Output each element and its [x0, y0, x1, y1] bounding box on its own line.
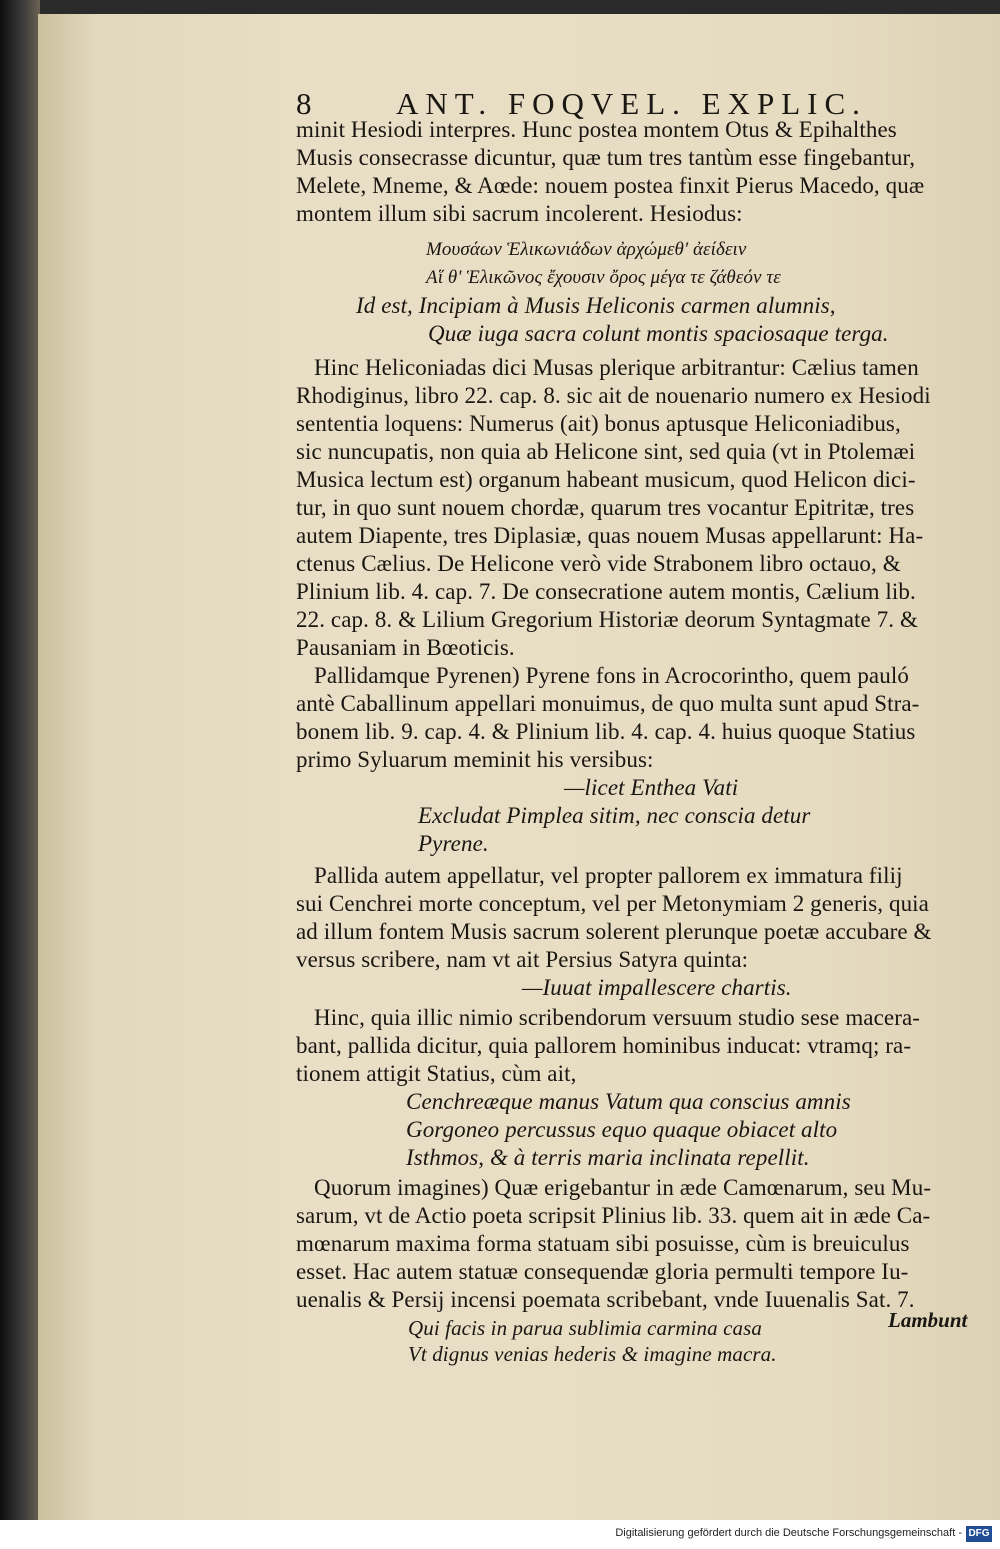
text-line: bant, pallida dicitur, quia pallorem hominibus inducat: vtramq; ra-: [296, 1033, 912, 1058]
text-line: Pausaniam in Bœoticis.: [296, 635, 515, 660]
text-line: antè Caballinum appellari monuimus, de quo multa sunt apud Stra-: [296, 691, 920, 716]
running-title: ANT. FOQVEL. EXPLIC.: [396, 86, 867, 121]
text-line: sarum, vt de Actio poeta scripsit Plinius lib. 33. quem ait in æde Ca-: [296, 1203, 931, 1228]
text-line: Melete, Mneme, & Aœde: nouem postea finxit Pierus Macedo, quæ: [296, 173, 925, 198]
text-line: bonem lib. 9. cap. 4. & Plinium lib. 4. cap. 4. huius quoque Statius: [296, 719, 916, 744]
verse-line: —Iuuat impallescere chartis.: [522, 975, 792, 1000]
verse-line: —licet Enthea Vati: [564, 775, 739, 800]
verse-line: Cenchreæque manus Vatum qua conscius amnis: [406, 1089, 851, 1114]
verse-line: Id est, Incipiam à Musis Heliconis carmen alumnis,: [356, 293, 836, 318]
greek-verse-line: Μουσάων Ἑλικωνιάδων ἀρχώμεθ' ἀείδειν: [426, 239, 747, 260]
text-line: ad illum fontem Musis sacrum solerent plerunque poetæ accubare &: [296, 919, 932, 944]
text-line: Rhodiginus, libro 22. cap. 8. sic ait de nouenario numero ex Hesiodi: [296, 383, 931, 408]
text-line: Plinium lib. 4. cap. 7. De consecratione autem montis, Cælium lib.: [296, 579, 916, 604]
text-line: ctenus Cælius. De Helicone verò vide Strabonem libro octauo, &: [296, 551, 901, 576]
page-number: 8: [296, 86, 312, 121]
text-line: Quorum imagines) Quæ erigebantur in æde Camœnarum, seu Mu-: [314, 1175, 932, 1200]
text-line: esset. Hac autem statuæ consequendæ gloria permulti tempore Iu-: [296, 1259, 909, 1284]
text-line: Pallida autem appellatur, vel propter pallorem ex immatura filij: [314, 863, 903, 888]
text-line: tur, in quo sunt nouem chordæ, quarum tres vocantur Epitritæ, tres: [296, 495, 915, 520]
text-line: Pallidamque Pyrenen) Pyrene fons in Acrocorintho, quem pauló: [314, 663, 909, 688]
text-line: sententia loquens: Numerus (ait) bonus aptusque Heliconiadibus,: [296, 411, 901, 436]
greek-verse-line: Αἵ θ' Ἑλικῶνος ἔχουσιν ὄρος μέγα τε ζάθεόν τε: [426, 267, 781, 288]
dfg-logo: DFG: [966, 1526, 992, 1542]
text-line: Hinc, quia illic nimio scribendorum versuum studio sese macera-: [314, 1005, 921, 1030]
text-line: sui Cenchrei morte conceptum, vel per Metonymiam 2 generis, quia: [296, 891, 929, 916]
text-line: minit Hesiodi interpres. Hunc postea montem Otus & Epihalthes: [296, 117, 897, 142]
text-line: Musica lectum est) organum habeant musicum, quod Helicon dici-: [296, 467, 916, 492]
text-line: mœnarum maxima forma statuam sibi posuisse, cùm is breuiculus: [296, 1231, 910, 1256]
text-line: sic nuncupatis, non quia ab Helicone sint, sed quia (vt in Ptolemæi: [296, 439, 916, 464]
verse-line: Vt dignus venias hederis & imagine macra.: [408, 1342, 777, 1366]
verse-line: Qui facis in parua sublimia carmina casa: [408, 1316, 762, 1340]
text-line: autem Diapente, tres Diplasiæ, quas nouem Musas appellarunt: Ha-: [296, 523, 924, 548]
text-line: 22. cap. 8. & Lilium Gregorium Historiæ deorum Syntagmate 7. &: [296, 607, 918, 632]
text-line: versus scribere, nam vt ait Persius Satyra quinta:: [296, 947, 749, 972]
text-line: tionem attigit Statius, cùm ait,: [296, 1061, 577, 1086]
text-line: montem illum sibi sacrum incolerent. Hesiodus:: [296, 201, 743, 226]
verse-line: Quæ iuga sacra colunt montis spaciosaque terga.: [428, 321, 889, 346]
book-edge: [0, 0, 40, 1520]
verse-line: Isthmos, & à terris maria inclinata repellit.: [406, 1145, 810, 1170]
verse-line: Excludat Pimplea sitim, nec conscia detur: [418, 803, 811, 828]
verse-line: Gorgoneo percussus equo quaque obiacet alto: [406, 1117, 838, 1142]
text-line: primo Syluarum meminit his versibus:: [296, 747, 654, 772]
verse-line: Pyrene.: [418, 831, 489, 856]
book-page: [38, 14, 1000, 1520]
catchword: Lambunt: [888, 1308, 968, 1332]
text-line: Hinc Heliconiadas dici Musas plerique arbitrantur: Cælius tamen: [314, 355, 919, 380]
funding-credit: Digitalisierung gefördert durch die Deutsche Forschungsgemeinschaft -: [615, 1527, 962, 1539]
text-line: uenalis & Persij incensi poemata scribebant, vnde Iuuenalis Sat. 7.: [296, 1287, 915, 1312]
text-line: Musis consecrasse dicuntur, quæ tum tres tantùm esse fingebantur,: [296, 145, 916, 170]
footer-bar: [0, 1520, 1000, 1549]
